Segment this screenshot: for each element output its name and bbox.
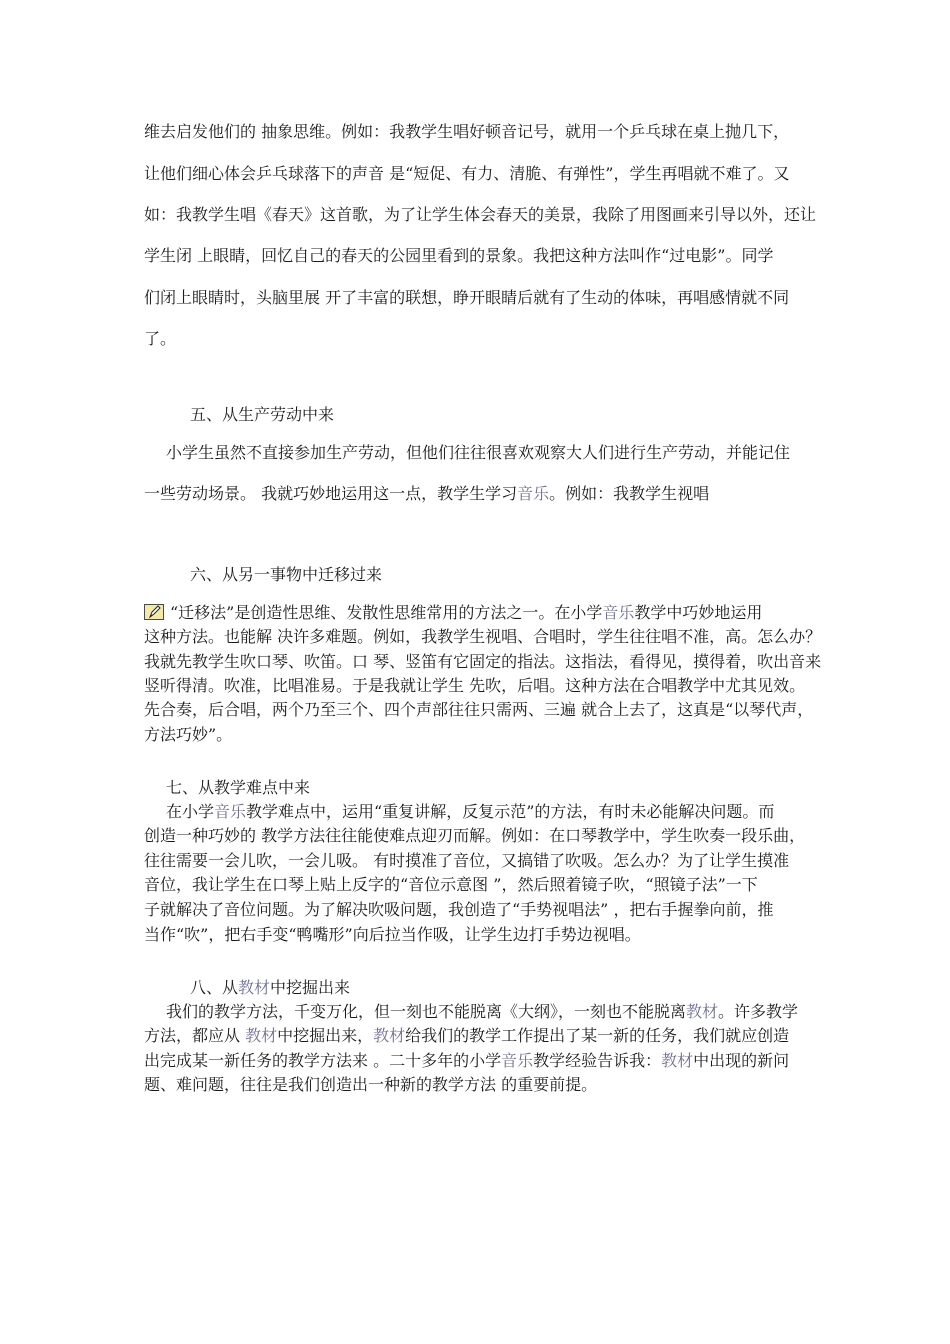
music-link[interactable]: 音乐: [501, 1051, 534, 1070]
section-5-line-1: 小学生虽然不直接参加生产劳动，但他们往往很喜欢观察大人们进行生产劳动，并能记住: [166, 443, 791, 462]
intro-line-2: 让他们细心体会乒乓球落下的声音 是“短促、有力、清脆、有弹性”，学生再唱就不难了。又: [144, 164, 790, 183]
text-run: 教学难点中，运用“重复讲解，反复示范”的方法，有时未必能解决问题。而: [246, 802, 775, 821]
music-link[interactable]: 音乐: [517, 484, 550, 503]
intro-line-5: 们闭上眼睛时，头脑里展 开了丰富的联想，睁开眼睛后就有了生动的体味，再唱感情就不同: [144, 288, 790, 307]
intro-line-1: 维去启发他们的 抽象思维。例如：我教学生唱好顿音记号，就用一个乒乓球在桌上抛几下，: [144, 122, 790, 141]
text-run: 给我们的教学工作提出了某一新的任务，我们就应创造: [405, 1026, 790, 1045]
section-8-line-3: [144, 1051, 789, 1071]
music-link[interactable]: 音乐: [602, 603, 635, 622]
intro-line-4: 学生闭 上眼睛，回忆自己的春天的公园里看到的景象。我把这种方法叫作“过电影”。同学: [144, 246, 774, 265]
text-run: “迁移法”是创造性思维、发散性思维常用的方法之一。在小学: [170, 603, 603, 622]
text-run: 方法，都应从: [144, 1026, 246, 1045]
section-6-line-5: 先合奏，后合唱，两个乃至三个、四个声部往往只需两、三遍 就合上去了，这真是“以琴代声，: [144, 700, 814, 719]
section-7-line-4: 音位，我让学生在口琴上贴上反字的“音位示意图 ”，然后照着镜子吹，“照镜子法”一下: [144, 875, 758, 894]
text-run: 教学中巧妙地运用: [634, 603, 763, 622]
textbook-link[interactable]: 教材: [661, 1051, 694, 1070]
section-8-heading: [190, 978, 350, 998]
text-run: 出完成某一新任务的教学方法来 。二十多年的小学: [144, 1051, 502, 1070]
textbook-link[interactable]: 教材: [686, 1002, 719, 1021]
section-7-line-5: 子就解决了音位问题。为了解决吹吸问题，我创造了“手势视唱法” ，把右手握拳向前，推: [144, 900, 774, 919]
section-5-line-2: [144, 484, 709, 504]
textbook-link[interactable]: 教材: [238, 978, 271, 997]
text-run: 教学经验告诉我：: [533, 1051, 662, 1070]
section-8-line-2: [144, 1026, 789, 1046]
text-run: 中挖掘出来: [270, 978, 351, 997]
textbook-link[interactable]: 教材: [245, 1026, 278, 1045]
text-run: 。例如：我教学生视唱: [549, 484, 710, 503]
textbook-link[interactable]: 教材: [373, 1026, 406, 1045]
section-6-line-6: 方法巧妙”。: [144, 725, 233, 744]
text-run: 一些劳动场景。 我就巧妙地运用这一点，教学生学习: [144, 484, 518, 503]
section-5-heading: 五、从生产劳动中来: [190, 405, 335, 424]
section-7-line-6: 当作“吹”，把右手变“鸭嘴形”向后拉当作吸，让学生边打手势边视唱。: [144, 925, 641, 944]
section-8-line-4: 题、难问题，往往是我们创造出一种新的教学方法 的重要前提。: [144, 1075, 598, 1094]
section-6-line-2: 这种方法。也能解 决许多难题。例如，我教学生视唱、合唱时，学生往往唱不准，高。怎么办？: [144, 627, 822, 646]
pencil-note-icon[interactable]: [144, 604, 164, 620]
section-6-heading: 六、从另一事物中迁移过来: [190, 565, 383, 584]
section-7-line-3: 往往需要一会儿吹，一会儿吸。 有时摸准了音位，又搞错了吹吸。怎么办？为了让学生摸准: [144, 851, 790, 870]
intro-line-6: 了。: [144, 329, 177, 348]
section-7-line-1: [166, 802, 774, 822]
pencil-note-icon-graphic: [146, 605, 162, 619]
section-6-line-3: 我就先教学生吹口琴、吹笛。口 琴、竖笛有它固定的指法。这指法，看得见，摸得着，吹出音来: [144, 652, 822, 671]
text-run: 八、从: [190, 978, 239, 997]
music-link[interactable]: 音乐: [214, 802, 247, 821]
text-run: 。许多教学: [718, 1002, 799, 1021]
section-7-heading: 七、从教学难点中来: [166, 778, 311, 797]
section-6-line-1: [170, 603, 762, 623]
intro-line-3: 如：我教学生唱《春天》这首歌，为了让学生体会春天的美景，我除了用图画来引导以外，还让: [144, 205, 817, 224]
section-6-line-4: 竖听得清。吹准，比唱准易。于是我就让学生 先吹，后唱。这种方法在合唱教学中尤其见效。: [144, 676, 806, 695]
section-7-line-2: 创造一种巧妙的 教学方法往往能使难点迎刃而解。例如：在口琴教学中，学生吹奏一段乐曲，: [144, 826, 806, 845]
text-run: 中挖掘出来，: [277, 1026, 374, 1045]
text-run: 我们的教学方法，千变万化，但一刻也不能脱离《大纲》，一刻也不能脱离: [166, 1002, 687, 1021]
text-run: 在小学: [166, 802, 215, 821]
text-run: 中出现的新问: [693, 1051, 790, 1070]
section-8-line-1: [166, 1002, 798, 1022]
